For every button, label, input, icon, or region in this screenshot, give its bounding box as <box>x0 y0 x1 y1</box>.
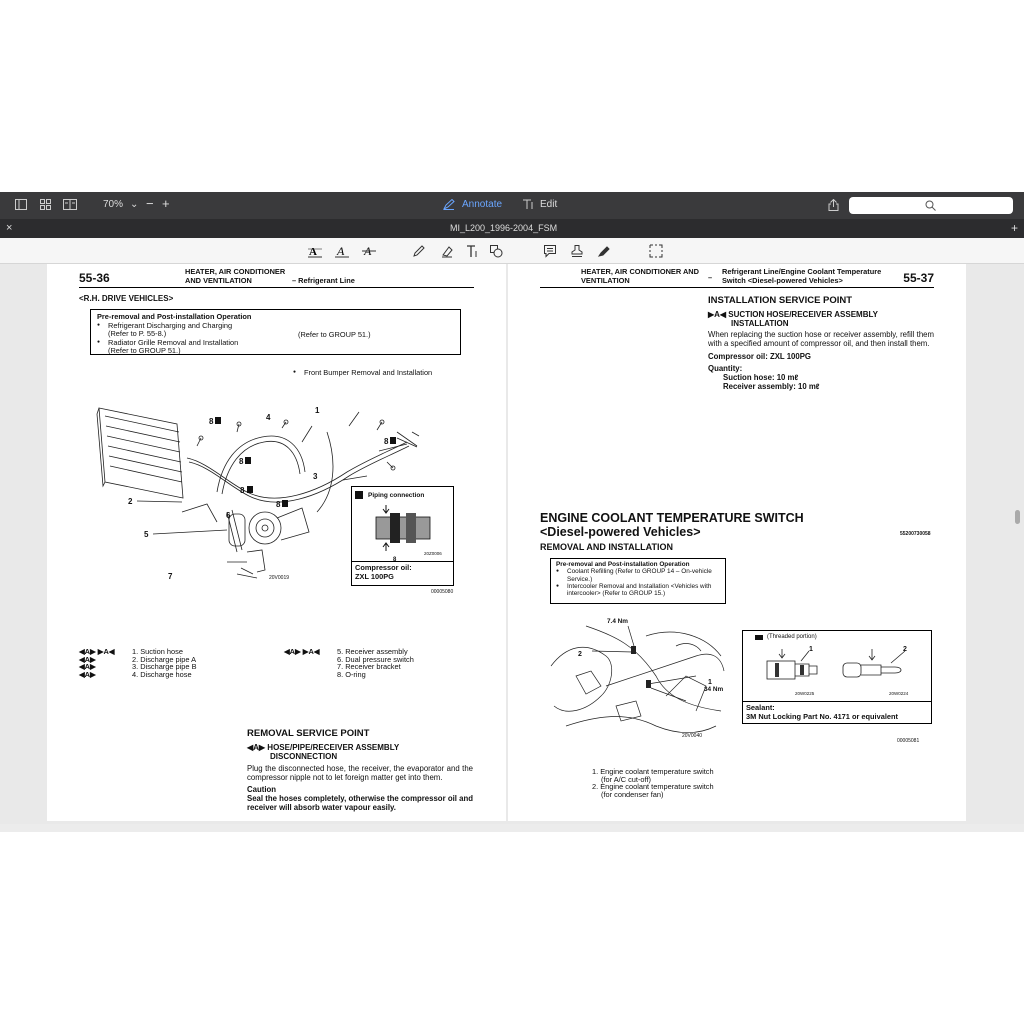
two-page-view-icon[interactable] <box>63 199 77 210</box>
removal-service-point <box>247 729 473 813</box>
callout-2: 2 <box>128 497 133 506</box>
piping-title: Piping connection <box>368 492 425 499</box>
list-item-note: (for condenser fan) <box>601 789 664 799</box>
annotate-button[interactable] <box>443 199 502 210</box>
list-item: 7. Receiver bracket <box>337 662 401 672</box>
caution-label: Caution <box>247 785 277 795</box>
header-chapter-line2: AND VENTILATION <box>185 276 252 285</box>
annotate-label: Annotate <box>462 199 503 210</box>
list-item: 8. O-ring <box>337 669 366 679</box>
document-area <box>0 264 1024 824</box>
prebox-item-ref: (Refer to GROUP 51.) <box>298 330 371 339</box>
prerequisite-box <box>550 558 726 604</box>
callout-1: 1 <box>315 406 320 415</box>
page-55-37 <box>508 264 966 821</box>
prebox-item: ● Refrigerant Discharging and Charging <box>97 322 454 331</box>
engine-coolant-title: ENGINE COOLANT TEMPERATURE SWITCH <box>540 511 804 525</box>
shapes-icon[interactable] <box>488 243 504 259</box>
section-heading: <R.H. DRIVE VEHICLES> <box>79 294 174 303</box>
pencil-icon[interactable] <box>411 243 427 259</box>
header-chapter-line1: HEATER, AIR CONDITIONER <box>185 267 286 276</box>
callout-8: 8 <box>209 417 214 426</box>
list-item: 2. Discharge pipe A <box>132 654 197 664</box>
compressor-oil-note <box>352 561 453 583</box>
quantity-label: Quantity: <box>708 364 743 374</box>
callout-8: 8 <box>384 437 389 446</box>
sidebar-toggle-icon[interactable] <box>15 199 27 210</box>
svg-text:A: A <box>309 246 317 258</box>
removal-text: Plug the disconnected hose, the receiver, the evaporator and the compressor nipple not to let foreign matter get into them. <box>247 764 473 783</box>
switch-list <box>592 768 714 798</box>
callout-3: 3 <box>313 472 318 481</box>
prebox-item: ● Intercooler Removal and Installation <Vehicles with intercooler> (Refer to GROUP 15.) <box>556 583 720 598</box>
stamp-icon[interactable] <box>569 243 585 259</box>
sealant-note <box>743 701 931 723</box>
parts-list-right <box>337 648 414 678</box>
list-item: 5. Receiver assembly <box>337 647 408 656</box>
threaded-portion-box <box>742 630 932 724</box>
parts-list-marks <box>79 648 114 678</box>
page-number: 55-37 <box>903 271 934 285</box>
edit-label: Edit <box>540 199 558 210</box>
receiver-qty: Receiver assembly: 10 mℓ <box>723 382 820 392</box>
toolbar <box>0 192 1024 219</box>
callout-2: 2 <box>578 651 582 658</box>
callout-2: 2 <box>903 646 907 653</box>
installation-subtitle-2: INSTALLATION <box>731 319 789 329</box>
piping-illustration <box>366 503 440 557</box>
header-chapter-line2: VENTILATION <box>581 276 630 285</box>
search-input[interactable] <box>849 197 1013 214</box>
switch-code-2: 20W0224 <box>889 691 909 696</box>
zoom-select[interactable] <box>103 199 138 210</box>
pdf-viewer-window <box>0 192 1024 832</box>
installation-subtitle: ▶A◀ SUCTION HOSE/RECEIVER ASSEMBLY <box>708 309 878 319</box>
page-55-36 <box>47 264 506 821</box>
doc-code: 00005080 <box>431 589 454 595</box>
parts-list-left <box>132 648 197 678</box>
eraser-icon[interactable] <box>439 243 455 259</box>
mark: ◀A▶ ▶A◀ <box>79 647 115 656</box>
close-tab-icon[interactable]: × <box>6 222 13 234</box>
prebox-item-ref: (Refer to P. 55-8.) <box>108 329 167 339</box>
callout-5: 5 <box>144 530 149 539</box>
piping-connection-box <box>351 486 454 586</box>
text-cursor-icon <box>522 199 534 210</box>
callout-6: 6 <box>226 511 231 520</box>
switch-code-1: 20W0225 <box>795 691 815 696</box>
selection-icon[interactable] <box>648 243 664 259</box>
prebox-item-ref: (Refer to GROUP 51.) <box>108 346 181 356</box>
sealant-label: Sealant: <box>746 703 775 712</box>
removal-subtitle-2: DISCONNECTION <box>270 752 338 762</box>
mark: ◀A▶ <box>79 662 96 672</box>
callout-7: 7 <box>168 572 173 581</box>
mark: ◀A▶ <box>79 669 96 679</box>
installation-title: INSTALLATION SERVICE POINT <box>708 295 853 306</box>
page-header <box>540 268 934 288</box>
removal-installation-heading: REMOVAL AND INSTALLATION <box>540 542 673 552</box>
section-code: 55200730058 <box>900 531 931 537</box>
header-chapter-line1: HEATER, AIR CONDITIONER AND <box>581 267 699 276</box>
list-item-note: (for A/C cut-off) <box>601 774 651 784</box>
text-strikethrough-icon[interactable] <box>361 243 377 259</box>
threaded-label: (Threaded portion) <box>767 634 817 640</box>
prebox-item: ● Coolant Refilling (Refer to GROUP 14 – On-vehicle Service.) <box>556 568 720 583</box>
header-subtitle-2: Switch <Diesel-powered Vehicles> <box>722 276 843 285</box>
header-subtitle-1: Refrigerant Line/Engine Coolant Temperature <box>722 267 882 276</box>
suction-qty: Suction hose: 10 mℓ <box>723 373 799 383</box>
text-highlight-icon[interactable] <box>307 243 323 259</box>
svg-text:A: A <box>337 244 345 258</box>
callout-8: 8 <box>240 486 245 495</box>
tab-bar <box>0 219 1024 238</box>
prebox-title: Pre-removal and Post-installation Operation <box>97 312 252 321</box>
sealant-value: 3M Nut Locking Part No. 4171 or equivalent <box>746 711 898 721</box>
oil-can-icon <box>355 491 363 499</box>
figure-code: 20V0019 <box>269 575 290 581</box>
list-item: 1. Suction hose <box>132 647 183 656</box>
list-item: 4. Discharge hose <box>132 669 192 679</box>
callout-1: 1 <box>708 679 712 686</box>
caution-text: Seal the hoses completely, otherwise the compressor oil and receiver will absorb water vapour easily. <box>247 794 473 813</box>
page-header <box>79 268 474 288</box>
comp-oil-spec: Compressor oil: ZXL 100PG <box>708 352 811 362</box>
document-title: MI_L200_1996-2004_FSM <box>450 223 558 233</box>
prebox-item: ● Radiator Grille Removal and Installation <box>97 339 454 348</box>
switch-illustrations <box>755 645 925 697</box>
torque-spec-2: 34 Nm <box>704 686 724 693</box>
engine-coolant-subtitle: <Diesel-powered Vehicles> <box>540 525 701 539</box>
chevron-down-icon: ⌄ <box>130 199 139 210</box>
removal-subtitle: ◀A▶ HOSE/PIPE/RECEIVER ASSEMBLY <box>247 742 400 752</box>
figure-code: 20V0040 <box>682 733 703 739</box>
prebox-title: Pre-removal and Post-installation Operation <box>556 561 690 568</box>
zoom-level: 70% <box>103 199 124 210</box>
engine-bay-diagram <box>546 616 728 742</box>
comp-oil-label: Compressor oil: <box>355 563 412 572</box>
page-number: 55-36 <box>79 271 110 285</box>
installation-service-point <box>708 296 934 392</box>
list-item: 6. Dual pressure switch <box>337 654 414 664</box>
annotation-toolbar <box>0 238 1024 264</box>
mark: ◀A▶ ▶A◀ <box>284 647 320 656</box>
torque-spec-1: 7.4 Nm <box>607 618 628 625</box>
new-tab-button[interactable]: + <box>1011 221 1019 235</box>
list-item: 1. Engine coolant temperature switch <box>592 767 714 776</box>
callout-1: 1 <box>809 646 813 653</box>
installation-text: When replacing the suction hose or receiver assembly, refill them with a specified amount of compressor oil, and then install them. <box>708 330 934 349</box>
zoom-in-button[interactable]: + <box>162 196 170 211</box>
share-icon[interactable] <box>828 199 839 211</box>
vertical-scrollbar[interactable] <box>1015 510 1020 524</box>
edit-button[interactable] <box>522 199 557 210</box>
callout-8: 8 <box>276 500 281 509</box>
pen-icon <box>443 199 455 210</box>
grid-view-icon[interactable] <box>40 199 51 210</box>
svg-text:A: A <box>364 244 372 258</box>
sealant-tube-icon <box>755 635 763 640</box>
doc-code: 00005081 <box>897 738 920 744</box>
o-ring-callout: 8 <box>393 557 397 563</box>
signature-icon[interactable] <box>596 243 612 259</box>
list-item: 2. Engine coolant temperature switch <box>592 782 714 792</box>
header-dash: – <box>708 273 713 282</box>
mark: ◀A▶ <box>79 654 96 664</box>
prerequisite-box <box>90 309 461 377</box>
piping-code: 20Z0006 <box>424 551 442 556</box>
callout-4: 4 <box>266 413 271 422</box>
text-box-icon[interactable] <box>464 243 480 259</box>
comp-oil-value: ZXL 100PG <box>355 571 394 581</box>
text-underline-icon[interactable] <box>334 243 350 259</box>
zoom-out-button[interactable]: − <box>146 196 154 211</box>
search-icon <box>925 200 936 211</box>
prebox-item: ● Front Bumper Removal and Installation <box>293 369 506 378</box>
note-icon[interactable] <box>542 243 558 259</box>
callout-8: 8 <box>239 457 244 466</box>
list-item: 3. Discharge pipe B <box>132 662 197 672</box>
removal-title: REMOVAL SERVICE POINT <box>247 728 370 739</box>
header-subtitle: – Refrigerant Line <box>292 276 355 285</box>
